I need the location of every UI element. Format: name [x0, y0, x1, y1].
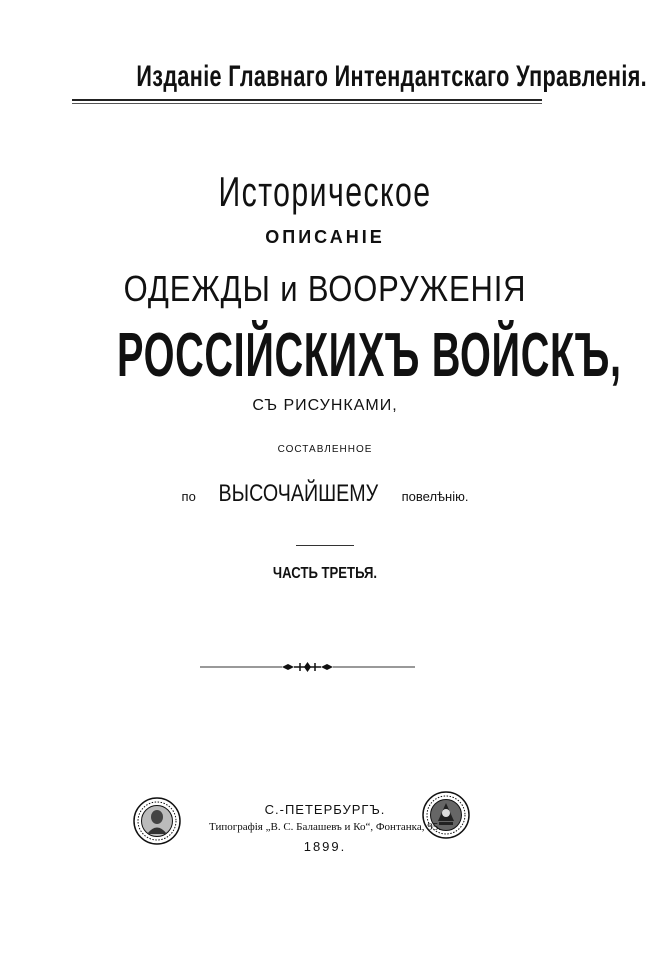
short-rule: [296, 545, 354, 546]
part-label: ЧАСТЬ ТРЕТЬЯ.: [272, 565, 378, 582]
command-word: повелѣнію.: [401, 489, 469, 504]
title-compiled: СОСТАВЛЕННОЕ: [277, 444, 373, 455]
imprint-printer: Типографія „В. С. Балашевъ и Ко“, Фонтанка, 95.: [209, 821, 441, 833]
title-description: ОПИСАНІЕ: [265, 227, 385, 247]
title-by-command: [0, 480, 650, 508]
title-historical: Историческое: [218, 168, 432, 215]
title-with-drawings: СЪ РИСУНКАМИ,: [252, 397, 398, 414]
imprint-city: С.-ПЕТЕРБУРГЪ.: [264, 802, 386, 817]
by-word: по: [181, 489, 196, 504]
divider-ornament-icon: [200, 660, 415, 674]
highest-word: ВЫСОЧАЙШЕМУ: [218, 480, 379, 507]
top-rule: [72, 99, 542, 101]
publisher-line: Изданіе Главнаго Интендантскаго Управленія.: [136, 60, 648, 93]
title-clothing-arms: ОДЕЖДЫ и ВООРУЖЕНІЯ: [123, 268, 527, 309]
title-russian-troops: РОССІЙСКИХЪ ВОЙСКЪ,: [117, 321, 622, 390]
imprint-year: 1899.: [303, 839, 347, 854]
top-rule-thin: [72, 103, 542, 104]
